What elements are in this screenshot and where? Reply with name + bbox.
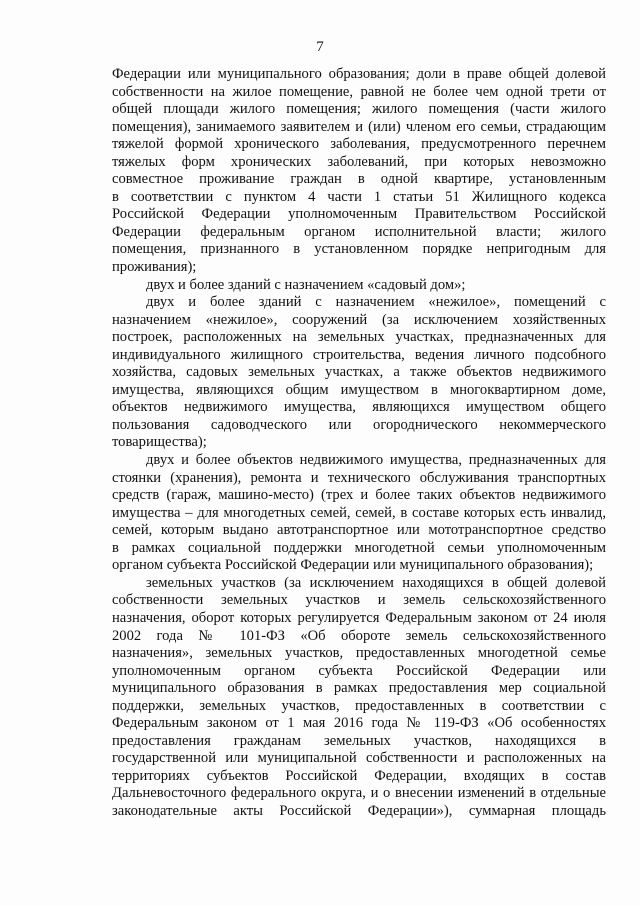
text-line: в соответствии с пунктом 4 части 1 статьи 51 Жилищного кодекса: [112, 188, 606, 205]
text-line: территориях субъектов Российской Федерации, входящих в состав: [112, 767, 606, 784]
page-number: 7: [316, 39, 324, 55]
text-line: товарищества);: [112, 434, 207, 451]
text-line: двух и более объектов недвижимого имущества, предназначенных для: [146, 452, 606, 469]
text-line: проживания);: [112, 259, 197, 276]
text-line: двух и более зданий с назначением «садовый дом»;: [146, 276, 466, 293]
text-line: Дальневосточного федерального округа, и о внесении изменений в отдельные: [112, 785, 606, 802]
text-line: муниципального образования в рамках предоставления мер социальной: [112, 680, 606, 697]
document-body: [112, 66, 606, 821]
text-line: объектов недвижимого имущества, являющихся имуществом общего: [112, 399, 606, 416]
text-line: стоянки (хранения), ремонта и технического обслуживания транспортных: [112, 469, 606, 486]
text-line: 2002 года № 101-ФЗ «Об обороте земель сельскохозяйственного: [112, 627, 606, 644]
paragraph: [112, 277, 606, 295]
text-line: предоставления гражданам земельных участков, находящихся в: [112, 732, 606, 749]
text-line: собственности земельных участков и земель сельскохозяйственного: [112, 592, 606, 609]
text-line: общей площади жилого помещения; жилого помещения (части жилого: [112, 101, 606, 118]
text-line: Федерации федеральным органом исполнительной власти; жилого: [112, 223, 606, 240]
text-line: двух и более зданий с назначением «нежилое», помещений с: [146, 294, 606, 311]
text-line: уполномоченным органом субъекта Российской Федерации или: [112, 662, 606, 679]
text-line: в рамках социальной поддержки многодетной семьи уполномоченным: [112, 539, 606, 556]
text-line: назначения», земельных участков, предоставленных многодетной семье: [112, 645, 606, 662]
text-line: органом субъекта Российской Федерации или муниципального образования);: [112, 557, 594, 574]
text-line: средств (гараж, машино-место) (трех и более таких объектов недвижимого: [112, 487, 606, 504]
text-line: Федерации или муниципального образования; доли в праве общей долевой: [112, 66, 606, 82]
text-line: тяжелой формой хронического заболевания, предусмотренного перечнем: [112, 136, 606, 153]
text-line: государственной или муниципальной собственности и расположенных на: [112, 750, 606, 767]
text-line: семей, которым выдано автотранспортное или мототранспортное средство: [112, 522, 606, 539]
paragraph: [112, 66, 606, 277]
text-line: законодательные акты Российской Федерации»), суммарная площадь: [112, 802, 606, 819]
text-line: имущества, являющихся общим имуществом в многоквартирном доме,: [112, 381, 606, 398]
paragraph: [112, 452, 606, 575]
text-line: земельных участков (за исключением находящихся в общей долевой: [146, 574, 606, 591]
text-line: назначением «нежилое», сооружений (за исключением хозяйственных: [112, 311, 606, 328]
text-line: Российской Федерации уполномоченным Правительством Российской: [112, 206, 606, 223]
text-line: поддержки, земельных участков, предоставленных в соответствии с: [112, 697, 606, 714]
paragraph: [112, 294, 606, 452]
text-line: совместное проживание граждан в одной квартире, установленным: [112, 171, 606, 188]
text-line: построек, расположенных на земельных участках, предназначенных для: [112, 329, 606, 346]
text-line: собственности на жилое помещение, равной не более чем одной трети от: [112, 83, 606, 100]
text-line: назначения, оборот которых регулируется Федеральным законом от 24 июля: [112, 609, 606, 626]
text-line: помещения), занимаемого заявителем и (или) членом его семьи, страдающим: [112, 118, 606, 135]
text-line: имущества – для многодетных семей, семей, в составе которых есть инвалид,: [112, 504, 606, 521]
text-line: индивидуального жилищного строительства, ведения личного подсобного: [112, 346, 606, 363]
text-line: тяжелых форм хронических заболеваний, при которых невозможно: [112, 153, 606, 170]
text-line: хозяйства, садовых земельных участках, а также объектов недвижимого: [112, 364, 606, 381]
text-line: Федеральным законом от 1 мая 2016 года № 119-ФЗ «Об особенностях: [112, 715, 606, 732]
text-line: помещения, признанного в установленном порядке непригодным для: [112, 241, 606, 258]
paragraph: [112, 575, 606, 821]
text-line: пользования садоводческого или огороднического некоммерческого: [112, 416, 606, 433]
